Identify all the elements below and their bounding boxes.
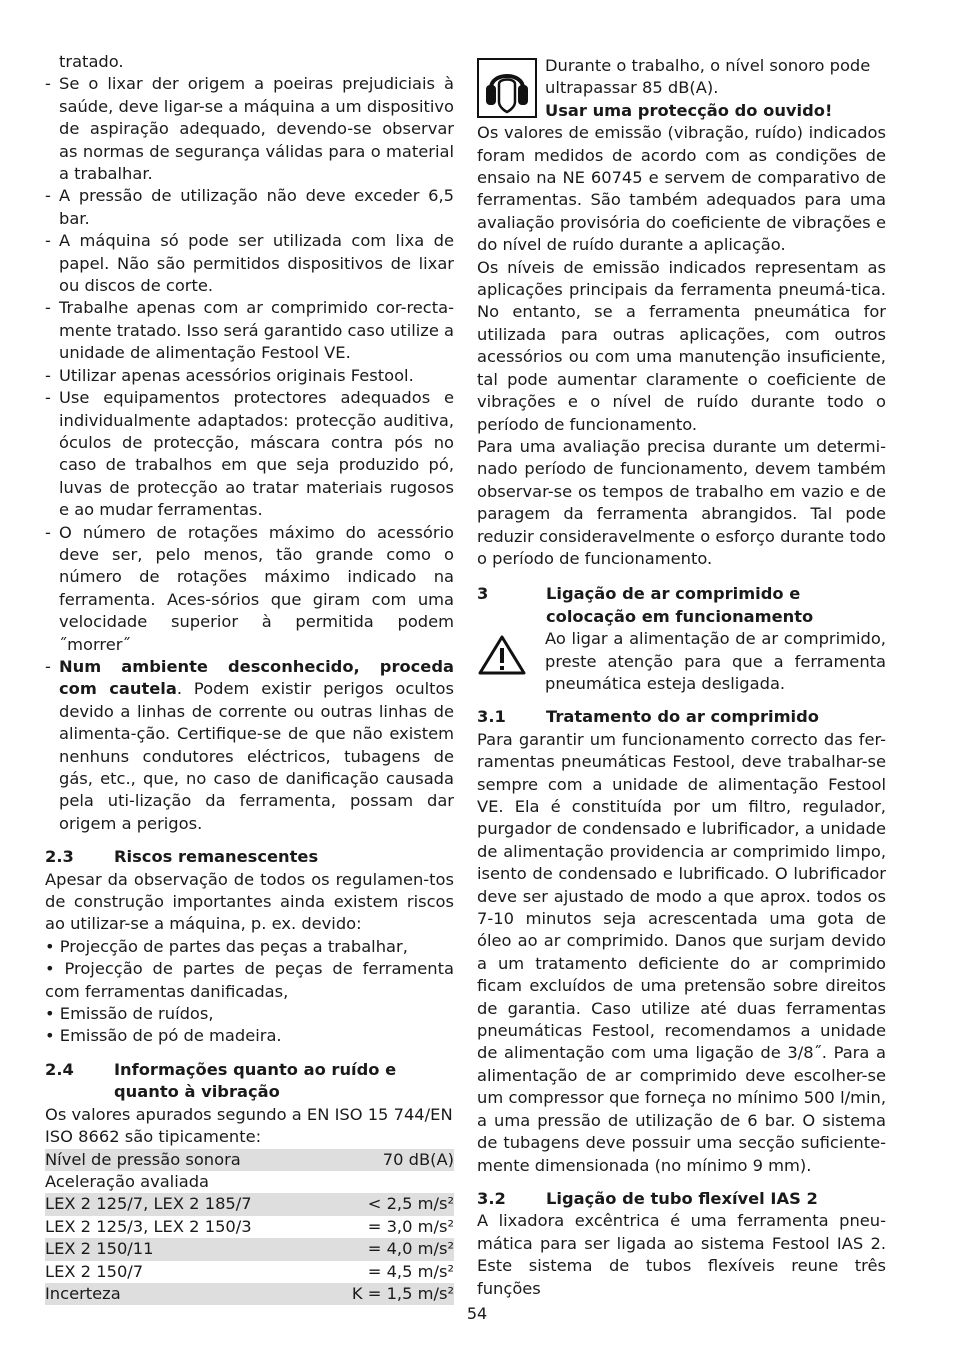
list-item: • Projecção de partes das peças a trabalhar, bbox=[45, 936, 408, 956]
right-column bbox=[477, 55, 886, 1300]
section-heading-3-1: 3.1 Tratamento do ar comprimido bbox=[477, 707, 819, 727]
section-heading-3: 3 Ligação de ar comprimido e colocação em funcionamento bbox=[477, 584, 814, 626]
list-item: • Emissão de ruídos, bbox=[45, 1004, 214, 1024]
ear-protection-icon bbox=[477, 58, 539, 120]
table-row: Nível de pressão sonora 70 dB(A) bbox=[45, 1149, 454, 1171]
list-item: - Utilizar apenas acessórios originais Festool. bbox=[45, 365, 414, 385]
paragraph: Para uma avaliação precisa durante um determi-nado período de funcionamento, devem também observar-se os tempos de trabalho em vazio e de paragem da ferramenta abrangidos. Tal pode reduzir consideravelmente o esforço durante todo o período de funcionamento. bbox=[477, 436, 886, 568]
table-row: LEX 2 125/7, LEX 2 185/7 < 2,5 m/s² bbox=[45, 1193, 454, 1215]
list-item-caution: - Num ambiente desconhecido, proceda com cautela. Podem existir perigos ocultos devido a linhas de corrente ou outras linhas de alimenta-ção. Certifique-se de que não existem nenhuns condutores eléctricos, tubagens de gás, etc., que, no caso de danificação causada pela uti-lização da ferramenta, possam dar origem a perigos. bbox=[45, 656, 454, 833]
list-item: - Use equipamentos protectores adequados e individualmente adaptados: protecção auditiva, óculos de protecção, máscara contra pós no caso de trabalhos em que seja produzido pó, luvas de protecção ao tratar materiais rugosos e ao mudar ferramentas. bbox=[45, 388, 454, 520]
emission-values-table bbox=[45, 1149, 454, 1306]
intro-continuation: tratado. bbox=[59, 52, 124, 71]
paragraph: Os valores de emissão (vibração, ruído) indicados foram medidos de acordo com as condições de ensaio na NE 60745 e servem de comparativo de ferramentas. São também adequados para uma avaliação provisória do coeficiente de vibrações e do nível de ruído durante a aplicação. bbox=[477, 123, 886, 255]
caution-bold: Num ambiente desconhecido, proceda com cautela bbox=[59, 656, 454, 699]
noise-text: Durante o trabalho, o nível sonoro pode ultrapassar 85 dB(A). bbox=[545, 56, 871, 98]
list-item: - Se o lixar der origem a poeiras prejudiciais à saúde, deve ligar-se a máquina a um dispositivo de aspiração adequado, devendo-se observar as normas de segurança válidas para o material a trabalhar. bbox=[45, 74, 454, 184]
table-row: LEX 2 150/7 = 4,5 m/s² bbox=[45, 1261, 454, 1281]
warning-text: Ao ligar a alimentação de ar comprimido, preste atenção para que a ferramenta pneumática esteja desligada. bbox=[545, 629, 886, 693]
noise-notice bbox=[477, 55, 886, 122]
list-item: - A pressão de utilização não deve exceder 6,5 bar. bbox=[45, 186, 454, 228]
list-item: - O número de rotações máximo do acessório deve ser, pelo menos, tão grande como o número de rotações máximo indicado na ferramenta. Aces-sórios que giram com uma velocidade superior à permitida podem ˝morrer˝ bbox=[45, 522, 454, 654]
table-row: LEX 2 150/11 = 4,0 m/s² bbox=[45, 1238, 454, 1260]
list-item: • Projecção de partes de peças de ferramenta com ferramentas danificadas, bbox=[45, 959, 454, 1001]
paragraph: Para garantir um funcionamento correcto das fer-ramentas pneumáticas Festool, deve trabalhar-se sempre com a unidade de alimentação Festool VE. Ela é constituída por um filtro, regulador, purgador de condensado e lubrificador, a unidade de alimentação providencia ar comprimido limpo, isento de condensado e lubrificado. O lubrificador deve ser ajustado de modo a que aprox. todos os 7-10 minutos seja acrescentada uma gota de óleo ao ar comprimido. Danos que surjam devido a um tratamento deficiente do ar comprimido ficam excluídos de uma pretensão sobre direitos de garantia. Caso utilize até duas ferramentas pneumáticas Festool, recomendamos a unidade de alimentação com uma ligação de 3/8˝. Para a alimentação de ar comprimido deve escolher-se um compressor que forneça no mínimo 500 l/min, a uma pressão de utilização de 6 bar. O sistema de tubagens deve possuir uma secção suficiente-mente dimensionada (no mínimo 9 mm). bbox=[477, 729, 886, 1175]
list-item: • Emissão de pó de madeira. bbox=[45, 1026, 282, 1046]
paragraph: A lixadora excêntrica é uma ferramenta pneu-mática para ser ligada ao sistema Festool IAS 2. Este sistema de tubos flexíveis reune três funções bbox=[477, 1211, 886, 1298]
section-heading-3-2: 3.2 Ligação de tubo flexível IAS 2 bbox=[477, 1188, 818, 1208]
section-heading-2-3: 2.3 Riscos remanescentes bbox=[45, 847, 319, 867]
page-number: 54 bbox=[466, 1304, 488, 1323]
section-heading-2-4: 2.4 Informações quanto ao ruído e quanto à vibração bbox=[45, 1059, 397, 1102]
list-item: - A máquina só pode ser utilizada com lixa de papel. Não são permitidos dispositivos de lixar ou discos de corte. bbox=[45, 231, 454, 296]
section-text: Apesar da observação de todos os regulamen-tos de construção importantes ainda existem riscos ao utilizar-se a máquina, p. ex. devido: bbox=[45, 869, 454, 934]
warning-icon bbox=[477, 628, 539, 695]
list-item: - Trabalhe apenas com ar comprimido cor-recta-mente tratado. Isso será garantido caso utilize a unidade de alimentação Festool VE. bbox=[45, 298, 455, 363]
table-row: LEX 2 125/3, LEX 2 150/3 = 3,0 m/s² bbox=[45, 1216, 454, 1236]
left-column bbox=[45, 51, 454, 1305]
warning-notice bbox=[477, 628, 886, 695]
section-text: Os valores apurados segundo a EN ISO 15 744/EN ISO 8662 são tipicamente: bbox=[45, 1104, 453, 1147]
paragraph: Os níveis de emissão indicados representam as aplicações principais da ferramenta pneumá-tica. No entanto, se a ferramenta pneumática for utilizada para outras aplicações, com outros acessórios ou com uma manutenção insuficiente, tal pode aumentar claramente o coeficiente de vibrações e o nível de ruído durante todo o período de funcionamento. bbox=[477, 257, 886, 434]
noise-bold: Usar uma protecção do ouvido! bbox=[545, 100, 833, 120]
table-row: Incerteza K = 1,5 m/s² bbox=[45, 1283, 454, 1305]
table-row: Aceleração avaliada bbox=[45, 1171, 210, 1191]
